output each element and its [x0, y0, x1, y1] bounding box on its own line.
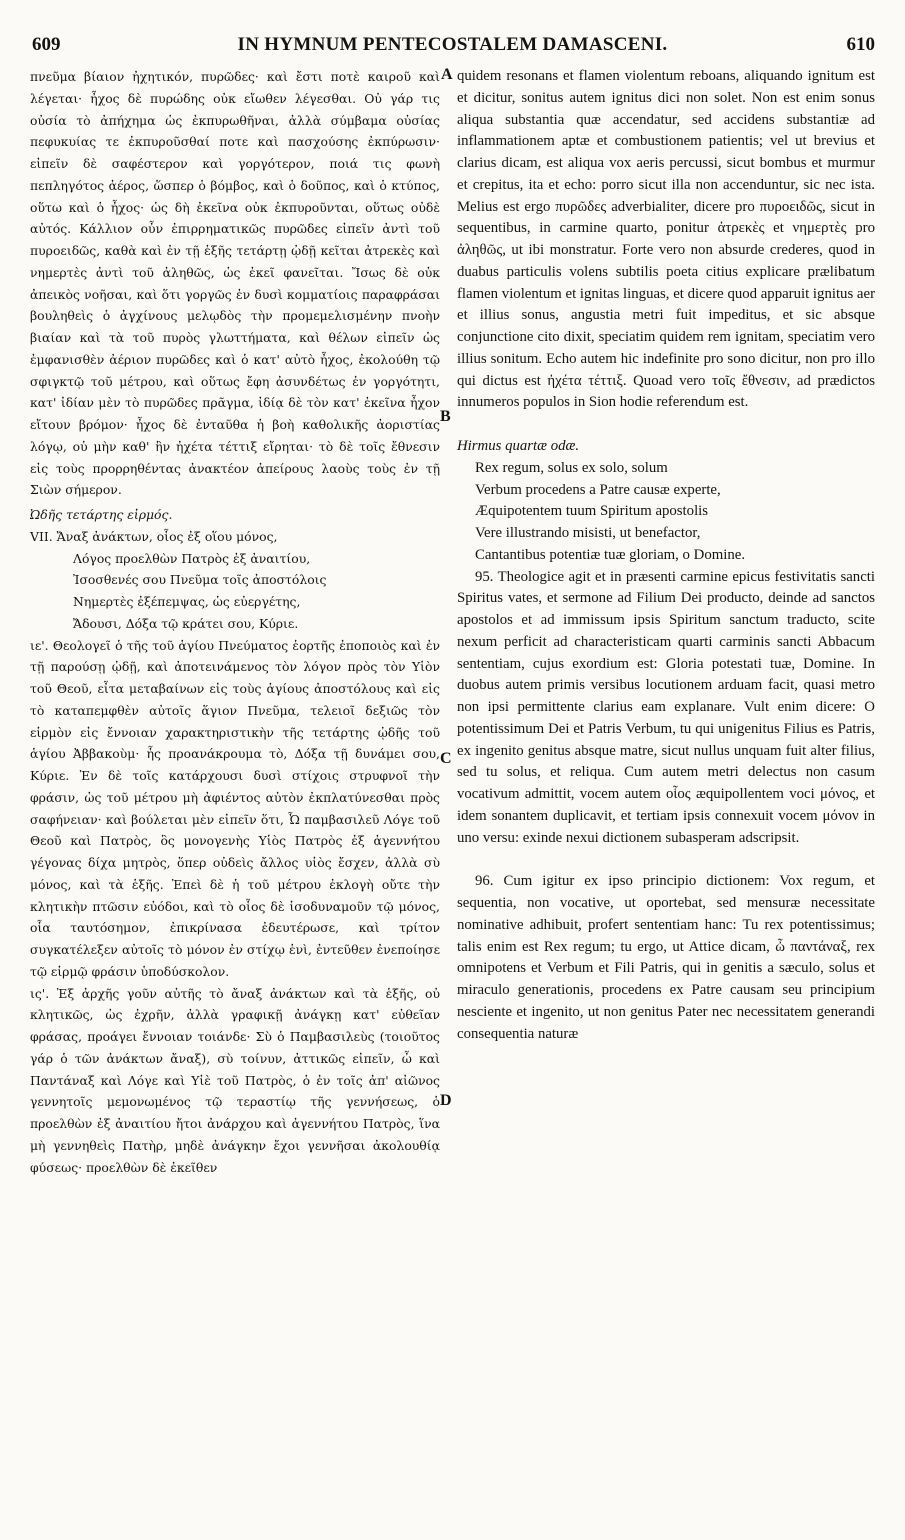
- running-header: [30, 34, 875, 60]
- latin-paragraph-2: 95. Theologice agit et in præsenti carmine epicus festivitatis sancti Spiritus vates, et sermone ad Filium Dei producto, deinde ad sanctos apostolos et ad immissum ipsis Spiritum sanctum traducto, scite nexum perficit ad characteristicam quarti carminis sancti Abbacum sententiam, cujus exordium est: Gloria potestati tuæ, Domine. In duobus autem primis versibus locutionem arduam facit, quasi metro non ipsi permittente clarius eam explanare. Vult enim dicere: O potentissimum Dei et Patris Verbum, tu qui unigenitus Filius es Patris, ex ingenito genitus absque matre, sicut nullus unquam fuit alter filius, sed tu solus, et reliqua. Cum autem metri delectus non casum vocativum admittit, vocem autem οἷος æquipollentem voci μόνος, et idem sonantem duplicavit, et tertiam ipsis connexuit vocem μόνον in uno versu: exinde nexui dictionem subasperam adscripsit.: [457, 568, 875, 846]
- greek-verse-5: Ἄδουσι, Δόξα τῷ κράτει σου, Κύριε.: [73, 615, 299, 631]
- page-number-left: 609: [32, 34, 61, 55]
- latin-verse-3: Æquipotentem tuum Spiritum apostolis: [475, 503, 709, 520]
- greek-verse-3: Ἰσοσθενές σου Πνεῦμα τοῖς ἀποστόλοις: [73, 572, 327, 588]
- latin-verse-2: Verbum procedens a Patre causæ experte,: [475, 481, 721, 498]
- greek-paragraph-3: ις'. Ἐξ ἀρχῆς γοῦν αὐτῆς τὸ ἄναξ ἀνάκτων καὶ τὰ ἑξῆς, οὐ κλητικῶς, ὡς ἐχρῆν, ἀλλὰ γραφικῇ ἀνάγκῃ κατ' εὐθεῖαν φράσας, προάγει ἔννοιαν τοιάνδε· Σὺ ὁ Παμβασιλεὺς (τοιοῦτος γάρ ὁ τῶν ἀνάκτων ἄναξ), σὺ τοίνυν, ἀττικῶς εἰπεῖν, ὦ καὶ Παντάναξ καὶ Λόγε καὶ Υἱὲ τοῦ Πατρὸς, ὁ ἐν τοῖς ἀπ' αἰῶνος γεννητοῖς μεμονωμένος τῷ τεραστίῳ τῆς γεννήσεως, ὁ προελθὼν ἐξ ἀναιτίου ἤτοι ἀνάρχου καὶ ἀγεννήτου Πατρὸς, ἵνα μὴ γεννηθεὶς Πατὴρ, μηδὲ ἀνάγκην ἔχοι γεννῆσαι ἀκολουθίᾳ φύσεως· προελθὼν δὲ ἐκεῖθεν: [30, 985, 440, 1175]
- latin-verse-1: Rex regum, solus ex solo, solum: [475, 459, 668, 476]
- margin-marker-d: D: [440, 1092, 452, 1109]
- greek-hirmus-verses: [30, 526, 440, 635]
- page-number-right: 610: [846, 34, 875, 55]
- margin-marker-a: A: [441, 66, 453, 83]
- latin-verse-5: Cantantibus potentiæ tuæ gloriam, o Domine.: [475, 546, 746, 563]
- latin-column: [457, 66, 875, 1045]
- greek-verse-1: VII. Ἄναξ ἀνάκτων, οἷος ἐξ οἵου μόνος,: [30, 528, 278, 544]
- greek-verse-4: Νημερτὲς ἐξέπεμψας, ὡς εὐεργέτης,: [73, 594, 301, 609]
- greek-hirmus-heading: Ὠδῆς τετάρτης εἱρμός.: [30, 507, 173, 522]
- latin-paragraph-3: 96. Cum igitur ex ipso principio dictionem: Vox regum, et sequentia, non vocative, ut oportebat, sed mensuræ necessitate nominative adhibuit, profert sententiam hanc: Tu rex potentissimus; talis enim est Rex regum; tu ergo, ut Attice dicam, ὦ παντάναξ, rex omnipotens et Verbum et Fili Patris, qui in genitis a sæculo, solus et miraculo generationis, procedens ex Patre causam seu principium nesciente et ingenito, ut non genitus Pater nec necessitatem generandi consequentia naturæ: [457, 873, 875, 1042]
- greek-paragraph-2: ιε'. Θεολογεῖ ὁ τῆς τοῦ ἁγίου Πνεύματος ἑορτῆς ἐποποιὸς καὶ ἐν τῇ παρούσῃ ᾠδῇ, καὶ ἀποτεινάμενος τὸν λόγον πρὸς τὸν Υἱὸν τοῦ Θεοῦ, εἶτα μεταβαίνων εἰς τοὺς ἁγίους ἀποστόλους καὶ εἰς τὸ καταπεμφθὲν αὐτοῖς ἅγιον Πνεῦμα, τελειοῖ δεξιῶς τὸν εἱρμὸν εἰς ἔννοιαν χαρακτηριστικὴν τῆς τετάρτης ᾠδῆς τοῦ ἁγίου Ἀββακοὺμ· ἧς προανάκρουμα τὸ, Δόξα τῇ δυνάμει σου, Κύριε. Ἐν δὲ τοῖς κατάρχουσι δυσὶ στίχοις στρυφνοῖ τὴν φράσιν, ὡς τοῦ μέτρου μὴ ἀφιέντος αὐτὸν ἐκπλατύνεσθαι πρὸς σαφήνειαν· καὶ βούλεται μὲν εἰπεῖν ὅτι, Ὦ παμβασιλεῦ Λόγε τοῦ Θεοῦ καὶ Πατρὸς, ὃς μονογενὴς Υἱὸς Πατρὸς ἐξ ἀγεννήτου γέγονας δίχα μητρὸς, ὅπερ οὐδεὶς ἄλλος υἱὸς ἔσχεν, ἀλλὰ σὺ μόνος, καὶ τὰ ἑξῆς. Ἐπεὶ δὲ ἡ τοῦ μέτρου ἐκλογὴ οὔτε τὴν κλητικὴν πτῶσιν εὐόδοι, καὶ τὸ οἷος δὲ ἰσοδυναμοῦν τῷ μόνος, οἷα ταυτόσημον, ἐπικρίνασα ἐδευτέρωσε, καὶ τρίτον συγκατέλεξεν αὐτοῖς τὸ μόνον ἐν στίχῳ ἑνὶ, ἐντεῦθεν ἐνεποίησε τῷ εἱρμῷ φράσιν ὑποδύσκολον.: [30, 637, 440, 979]
- running-title: IN HYMNUM PENTECOSTALEM DAMASCENI.: [237, 34, 668, 55]
- margin-marker-c: C: [440, 750, 452, 767]
- greek-paragraph-1: πνεῦμα βίαιον ἠχητικόν, πυρῶδες· καὶ ἔστι ποτὲ καιροῦ καὶ λέγεται· ἦχος δὲ πυρώδης οὐκ εἴωθεν λέγεσθαι. Οὐ γάρ τις οὐσία τὸ ἀπήχημα ὡς ἐκπυρωθῆναι, ἀλλὰ σύμβαμα οὐσίας πεφυκυίας τε ἐκπυροῦσθαί ποτε καὶ πασχούσης ἐκπύρωσιν· εἰπεῖν δὲ σαφέστερον καὶ γοργότερον, ποιά τις φωνὴ πεπληγότος ἀέρος, ὥσπερ ὁ βόμβος, καὶ ὁ δοῦπος, καὶ ὁ κτύπος, οὕτω καὶ ὁ ἦχος· ὡς δὴ ἐκεῖνα οὐκ ἐκπυροῦνται, οὕτως οὐδὲ αὐτός. Κάλλιον οὖν ἐπιρρηματικῶς πυρῶδες εἰπεῖν ἀντὶ τοῦ πυροειδῶς, καθὰ καὶ ἐν τῇ ἑξῆς τετάρτῃ ᾠδῇ κεῖται ἀτρεκὲς καὶ νημερτὲς ἀντὶ τοῦ ἀληθῶς, ὡς ἐκεῖ φανεῖται. Ἴσως δὲ οὐκ ἀπεικὸς νοῆσαι, καὶ ὅτι γοργῶς ἐν δυσὶ κομματίοις παραφράσαι βουληθεὶς ὁ ἀγχίνους μελῳδὸς τὴν προμεμελισμένην πνοὴν βιαίαν καὶ τὰ τοῦ πυρὸς γλωττήματα, καὶ θέλων εἰπεῖν ὡς ἐμφανισθὲν ἀέριον πυρῶδες καὶ ὁ κατ' αὐτὸ ἦχος, ἐκολούθη τῷ σφιγκτῷ τοῦ μέτρου, καὶ οὕτως ἔφη ἀσυνδέτως ἐν γοργότητι, κατ' ἰδίαν μὲν τὸ πυρῶδες πρᾶγμα, ἰδίᾳ δὲ τὸν κατ' ἐκεῖνα ἦχον εἴτουν βρόμον· ἦχος δὲ ἐνταῦθα ἡ βοὴ καθολικῆς ἀοριστίας λόγῳ, οὐ μὴν καθ' ἣν ἠχέτα τέττιξ εἴρηται· τὸ δὲ τοῖς ἔθνεσιν εἰς τοὺς προρρηθέντας ἀνακτέον ἀπείρους λαοὺς τοὺς ἐν τῇ Σιὼν σήμερον.: [30, 69, 440, 498]
- latin-verse-4: Vere illustrando misisti, ut benefactor,: [475, 525, 701, 541]
- latin-hirmus-verses: [457, 458, 875, 567]
- latin-hirmus-heading: Hirmus quartæ odæ.: [457, 438, 580, 454]
- greek-verse-2: Λόγος προελθὼν Πατρὸς ἐξ ἀναιτίου,: [73, 550, 311, 566]
- latin-paragraph-1: quidem resonans et flamen violentum reboans, aliquando ignitum est et dicitur, sonitus autem ignitus dici non solet. Non est enim sonus aliqua substantia quæ accendatur, sed accidens substantiæ ad inflammationem aptæ et combustionem patientis; vel ut brevius et clarius dicam, est aliqua vox aeris percussi, sicut bombus et murmur et crepitus, ita et echo: porro sicut illa non accenduntur, sic nec ista. Melius est ergo πυρῶδες adverbialiter, dicere pro πυροειδῶς, sicut in sequentibus, in carmine quarto, ponitur ἀτρεκὲς et νημερτὲς pro ἀληθῶς, ut ibi monstratur. Forte vero non absurde crederes, quod in duabus particulis volens subtilis poeta citius explicare prælibatum flamen violentum et ignitas linguas, et dicere quod apparuit ignitus aer et illius sonus, angustia metri fuit impeditus, et sic absque conjunctione cito dixit, speciatim quidem rem ignitam, speciatim vero illius sonitum. Echo autem hic indefinite pro sono dicitur, non pro illo qui dictus est ἠχέτα τέττιξ. Quoad vero τοῖς ἔθνεσιν, ad prædictos innumeros populos in Sion hodie referendum est.: [457, 68, 875, 411]
- greek-column: [30, 66, 440, 1178]
- margin-marker-b: B: [440, 408, 451, 425]
